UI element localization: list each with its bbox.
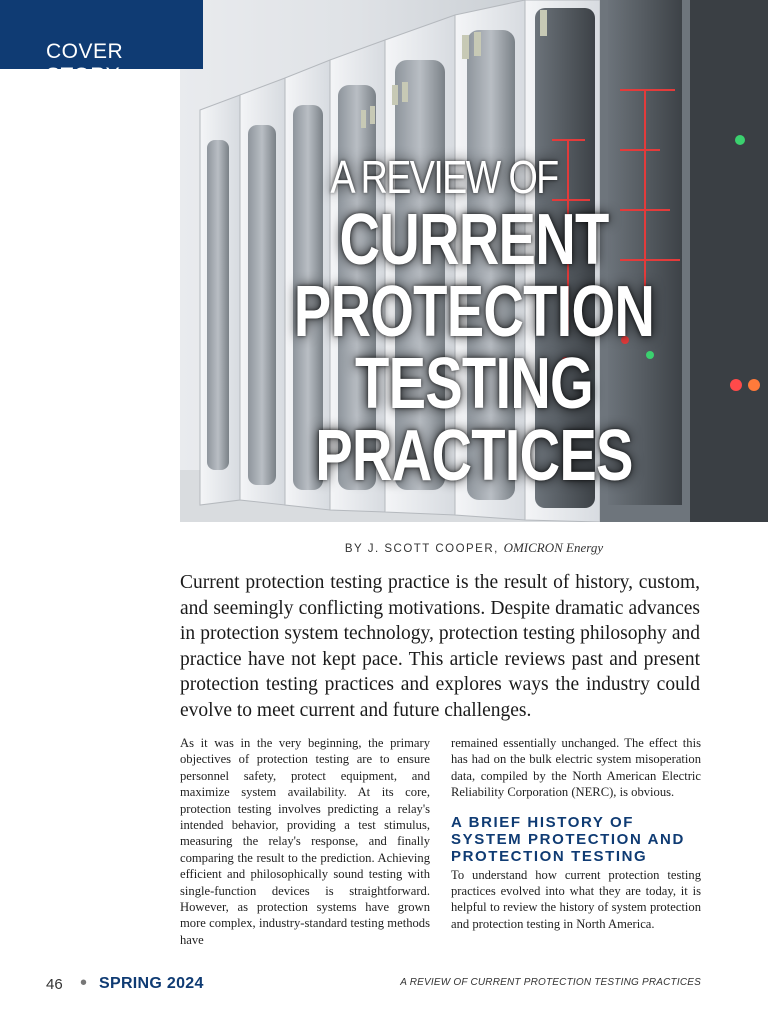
running-title: A REVIEW OF CURRENT PROTECTION TESTING PRACTICES (400, 977, 701, 988)
section-tab (0, 0, 203, 87)
page-number: 46 (46, 976, 63, 993)
section-heading: A BRIEF HISTORY OF SYSTEM PROTECTION AND PROTECTION TESTING (451, 813, 685, 865)
body-column-left (180, 735, 430, 948)
body-column-right (451, 735, 701, 932)
page-footer (0, 972, 768, 998)
article-headline (180, 150, 768, 496)
byline-author: BY J. SCOTT COOPER, (344, 543, 499, 555)
headline-line: PRACTICES (315, 416, 633, 496)
section-tab-label: COVER STORY (46, 40, 124, 87)
headline-line: TESTING (355, 344, 593, 424)
byline-organization: OMICRON Energy (503, 540, 604, 555)
footer-bullet: • (80, 972, 88, 994)
issue-label: SPRING 2024 (99, 975, 204, 992)
body-paragraph: To understand how current protection testing practices evolved into what they are today, it is helpful to review the history of system protection and protection testing in North America. (451, 867, 701, 931)
body-paragraph: remained essentially unchanged. The effect this has had on the bulk electric system misoperation data, compiled by the North American Electric Reliability Corporation (NERC), is obvious. (451, 736, 701, 800)
headline-prefix: A REVIEW OF (330, 151, 558, 203)
body-paragraph: As it was in the very beginning, the primary objectives of protection testing are to ensure personnel safety, protect equipment, and maximize system availability. At its core, protection testing involves predicting a relay's intended behavior, providing a test stimulus, measuring the relay's response, and finally comparing the result to the prediction. Achieving efficient and philosophically sound testing with single-function devices is straightforward. However, as protection systems have grown more complex, industry-standard testing methods have (180, 736, 430, 947)
lede-paragraph: Current protection testing practice is the result of history, custom, and seemingly conflicting motivations. Despite dramatic advances in protection system technology, protection testing philosophy and practice have not kept pace. This article reviews past and present protection testing practices and explores ways the industry could evolve to meet current and future challenges. (180, 572, 700, 721)
byline (180, 540, 768, 556)
headline-line: CURRENT (339, 200, 609, 280)
headline-line: PROTECTION (293, 272, 655, 352)
